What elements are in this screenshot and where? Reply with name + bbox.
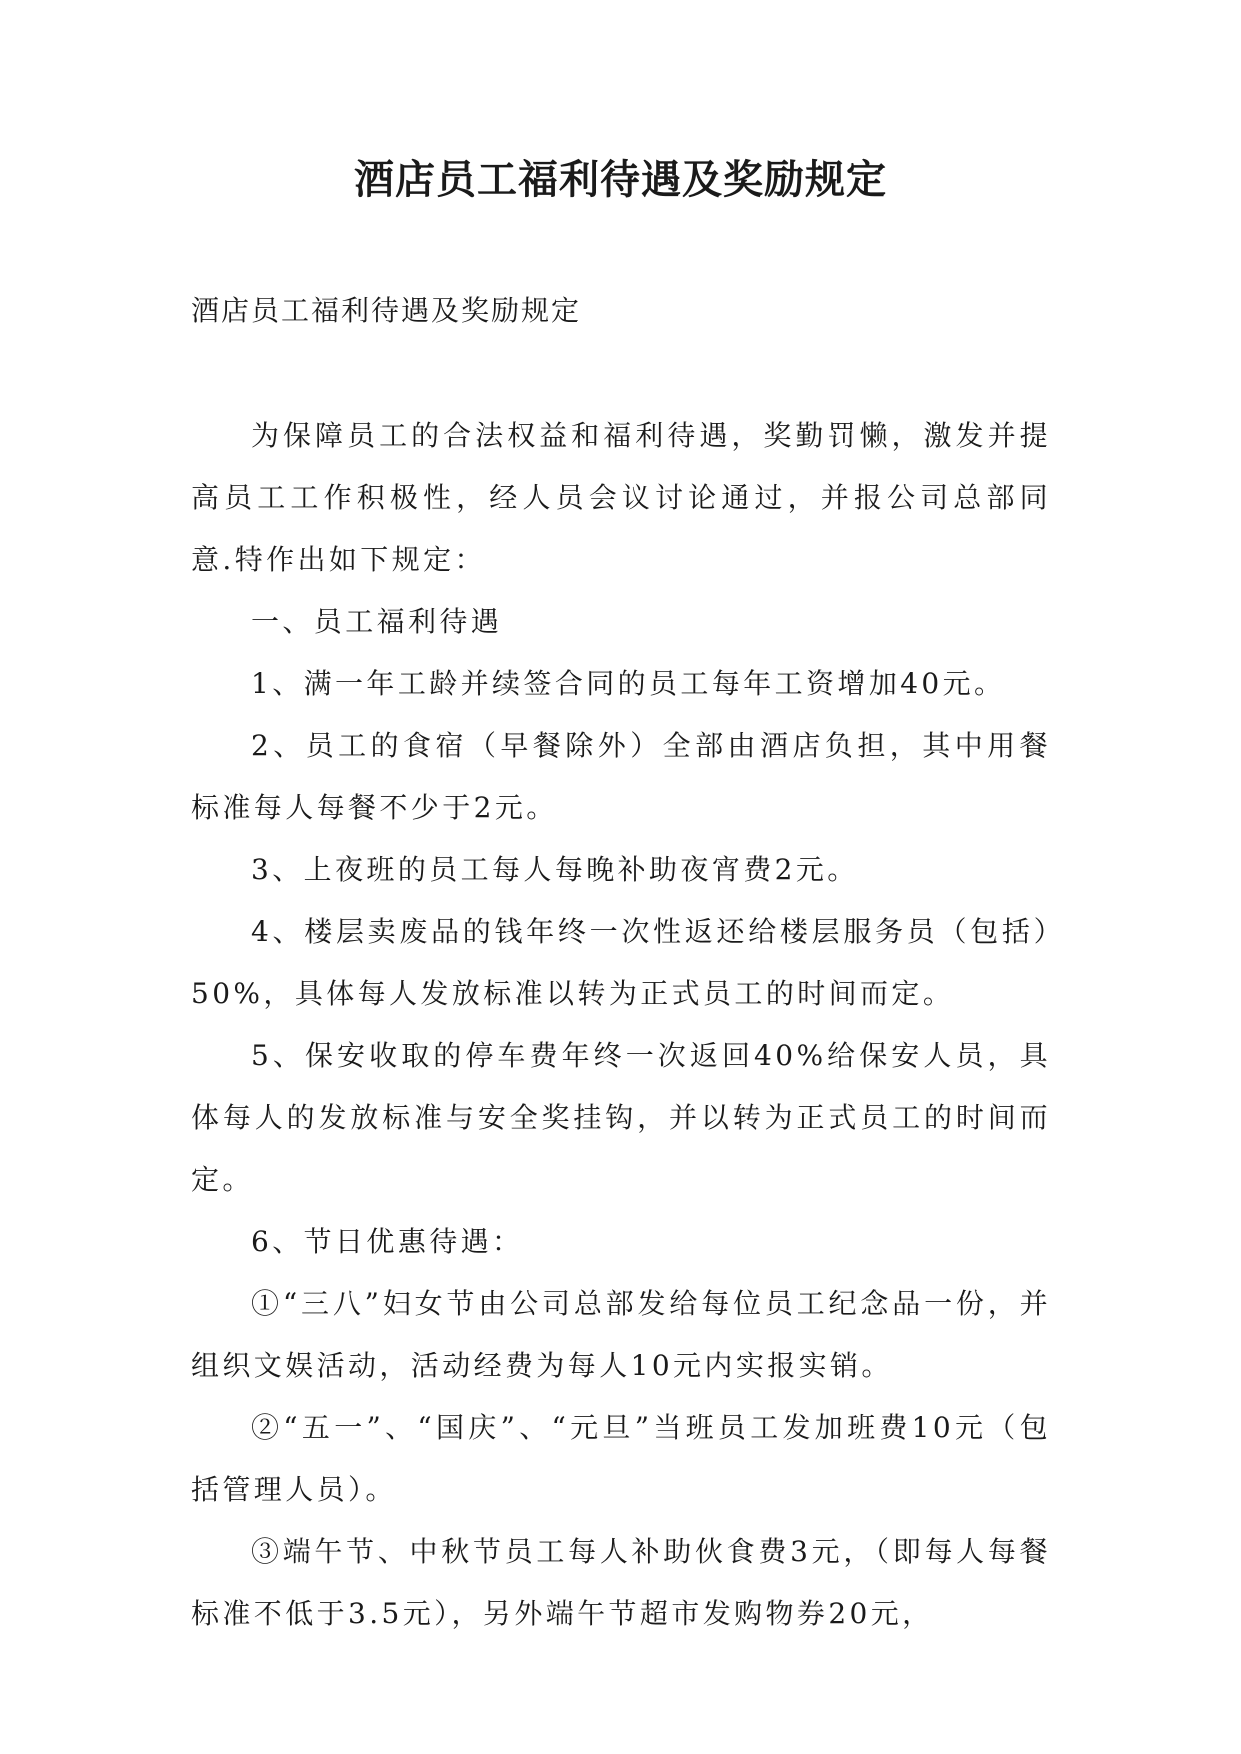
clause-4: 4、楼层卖废品的钱年终一次性返还给楼层服务员（包括）50%，具体每人发放标准以转为正式员工的时间而定。 xyxy=(191,915,1051,1010)
clause-5: 5、保安收取的停车费年终一次返回40%给保安人员，具体每人的发放标准与安全奖挂钩，并以转为正式员工的时间而定。 xyxy=(191,1039,1051,1196)
clause-6: 6、节日优惠待遇： xyxy=(251,1225,524,1258)
holiday-item-2: ②“五一”、“国庆”、“元旦”当班员工发加班费10元（包括管理人员）。 xyxy=(191,1411,1051,1506)
holiday-item-1: ①“三八”妇女节由公司总部发给每位员工纪念品一份，并组织文娱活动，活动经费为每人10元内实报实销。 xyxy=(191,1287,1051,1382)
section-heading-welfare: 一、员工福利待遇 xyxy=(251,605,503,638)
document-body xyxy=(191,405,1051,1645)
holiday-item-3: ③端午节、中秋节员工每人补助伙食费3元，（即每人每餐标准不低于3.5元），另外端午节超市发购物券20元， xyxy=(191,1535,1051,1630)
clause-2: 2、员工的食宿（早餐除外）全部由酒店负担，其中用餐标准每人每餐不少于2元。 xyxy=(191,729,1051,824)
intro-paragraph: 为保障员工的合法权益和福利待遇，奖勤罚懒，激发并提高员工工作积极性，经人员会议讨论通过，并报公司总部同意.特作出如下规定： xyxy=(191,419,1051,576)
document-title: 酒店员工福利待遇及奖励规定 xyxy=(354,157,887,203)
clause-1: 1、满一年工龄并续签合同的员工每年工资增加40元。 xyxy=(251,667,1006,700)
clause-3: 3、上夜班的员工每人每晚补助夜宵费2元。 xyxy=(251,853,859,886)
document-subtitle: 酒店员工福利待遇及奖励规定 xyxy=(191,294,582,327)
